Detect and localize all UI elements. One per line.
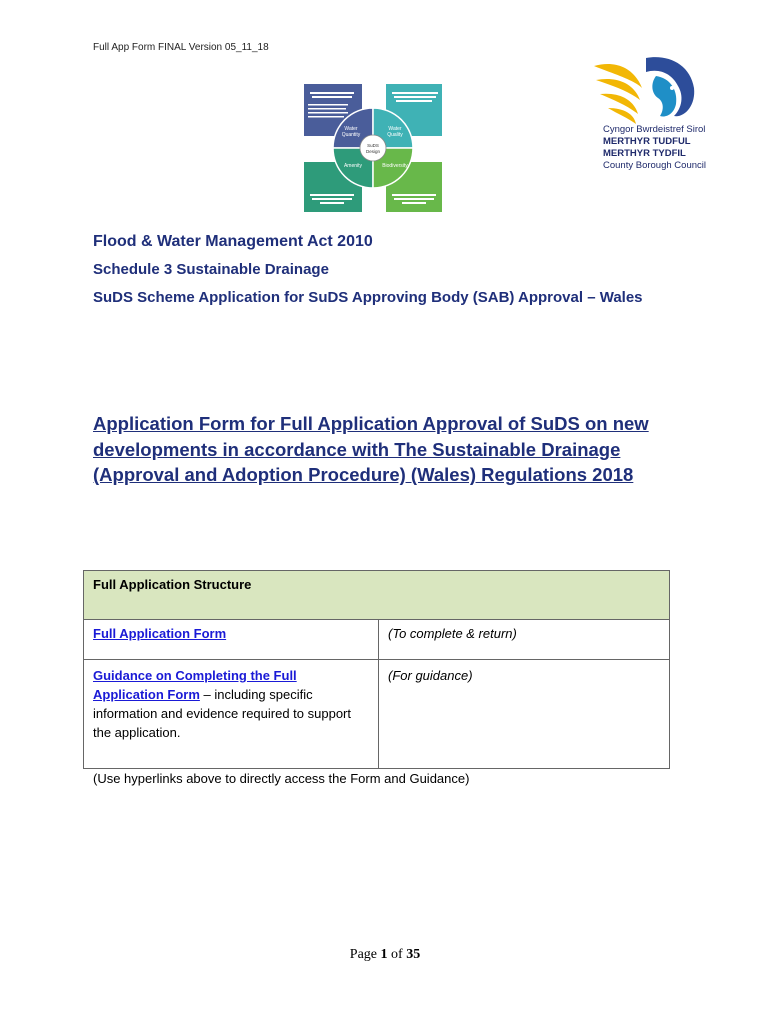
council-name [603,124,706,172]
svg-text:Design: Design [365,149,381,154]
council-name-welsh: Cyngor Bwrdeistref Sirol [603,124,706,135]
document-version: Full App Form FINAL Version 05_11_18 [93,42,269,53]
table-row [84,620,670,660]
table-row [84,660,670,769]
label-amenity: Amenity [343,163,363,169]
council-town-welsh: MERTHYR TUDFUL [603,136,691,147]
hyperlink-note: (Use hyperlinks above to directly access the Form and Guidance) [93,771,470,786]
svg-text:Quality: Quality [387,132,403,138]
label-biodiversity: Biodiversity [382,163,408,169]
application-form-heading: Application Form for Full Application Approval of SuDS on new developments in accordance with The Sustainable Drainage (Approval and Adoption Procedure) (Wales) Regulations 2018 [93,413,649,485]
table-cell [84,660,379,769]
scheme-title: SuDS Scheme Application for SuDS Approving Body (SAB) Approval – Wales [93,289,643,306]
schedule-title: Schedule 3 Sustainable Drainage [93,261,329,278]
svg-text:Quantity: Quantity [341,132,361,138]
page-number: Page 1 of 35 [349,947,421,962]
suds-design-diagram [302,82,444,214]
title-block [93,233,693,308]
table-header: Full Application Structure [84,571,670,620]
total-pages: 35 [406,947,421,962]
council-town-english: MERTHYR TYDFIL [603,148,686,159]
guidance-description: – including specific information and evidence required to support the application. [93,687,351,740]
application-structure-table [83,570,670,769]
full-application-form-link[interactable]: Full Application Form [93,626,227,641]
table-cell [84,620,379,660]
council-name-english: County Borough Council [603,160,706,171]
label-water-quantity: Water [344,126,358,132]
for-guidance-note: (For guidance) [379,660,670,769]
current-page: 1 [380,947,388,962]
label-water-quality: Water [388,126,402,132]
to-complete-note: (To complete & return) [379,620,670,660]
guidance-link[interactable]: Guidance on Completing the Full Application Form [93,668,297,702]
act-title: Flood & Water Management Act 2010 [93,233,373,250]
label-suds-design: SuDS [367,143,379,148]
